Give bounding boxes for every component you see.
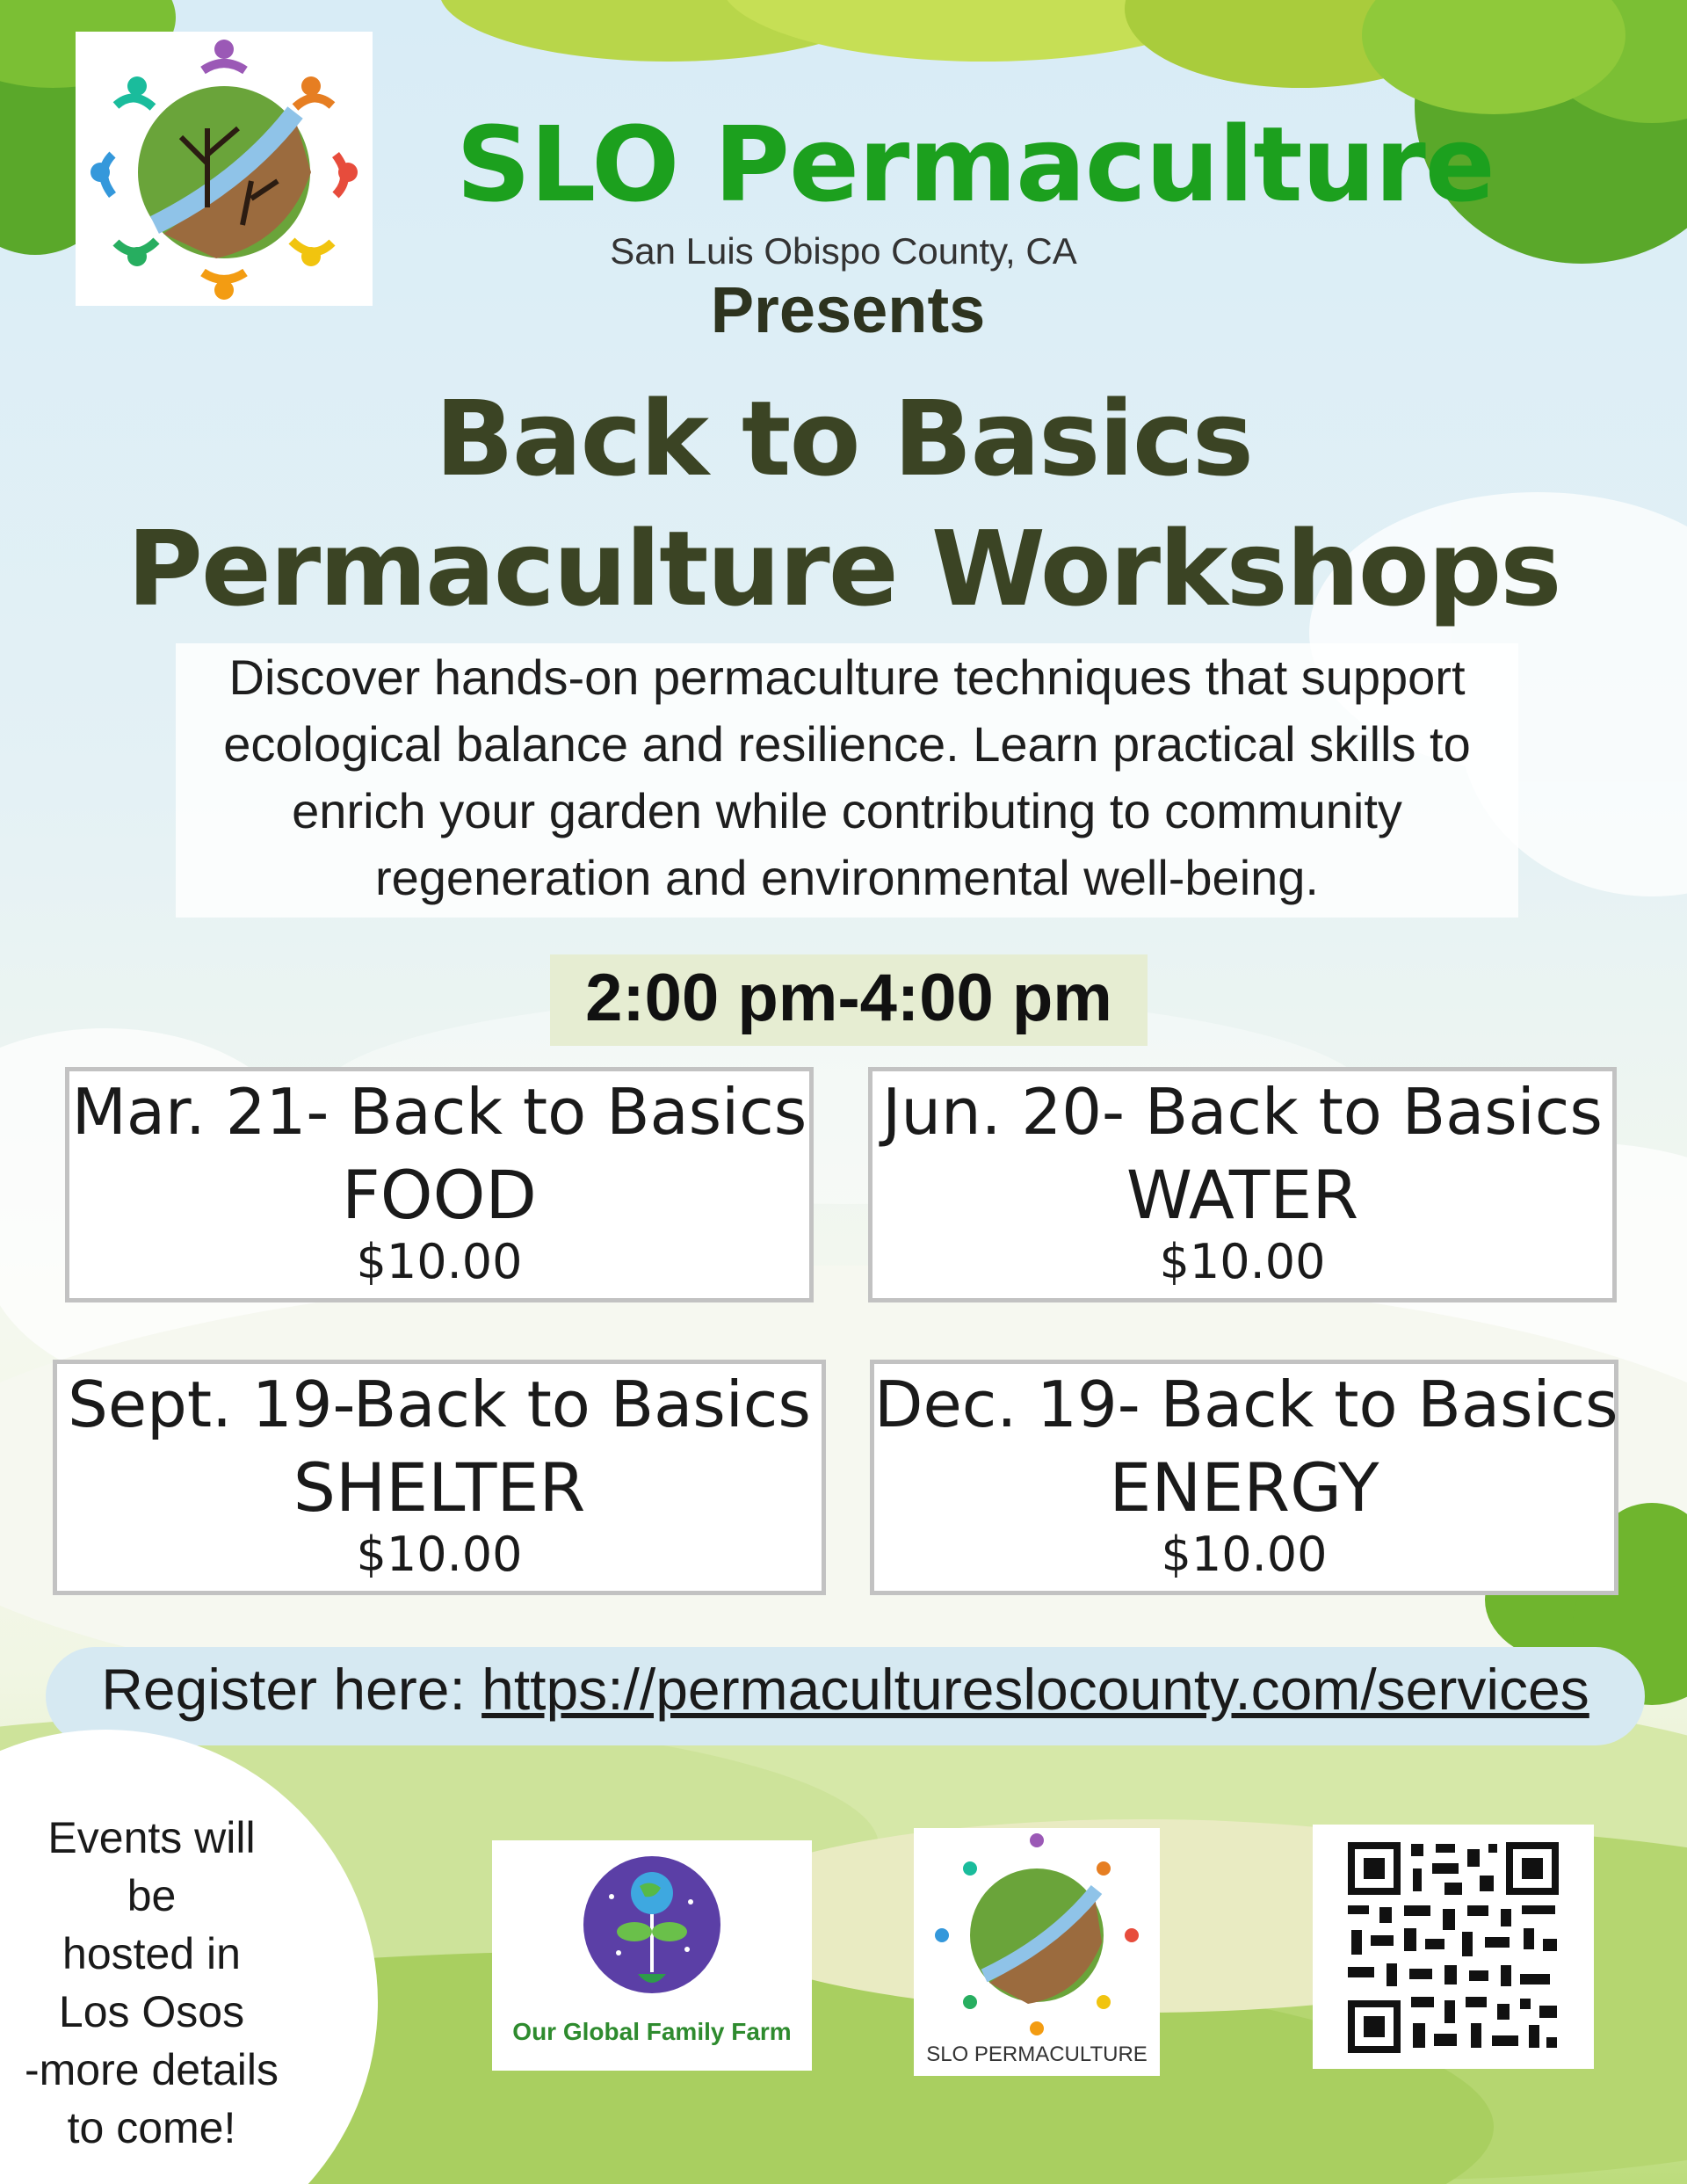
workshop-topic: WATER bbox=[1126, 1156, 1359, 1234]
slo-permaculture-logo bbox=[76, 32, 373, 306]
presents-label: Presents bbox=[710, 273, 986, 346]
workshop-card-water bbox=[868, 1067, 1617, 1302]
slo-permaculture-small-caption: SLO PERMACULTURE bbox=[926, 2043, 1148, 2066]
event-title-line-1: Back to Basics bbox=[434, 378, 1253, 499]
workshop-date: Mar. 21- Back to Basics bbox=[71, 1075, 807, 1149]
venue-note-line: be bbox=[127, 1871, 177, 1920]
description-line: Discover hands-on permaculture techniques that support bbox=[228, 649, 1466, 705]
workshop-topic: ENERGY bbox=[1109, 1448, 1379, 1527]
workshop-date: Sept. 19-Back to Basics bbox=[68, 1368, 811, 1441]
workshop-price: $10.00 bbox=[356, 1234, 523, 1289]
org-location: San Luis Obispo County, CA bbox=[610, 230, 1077, 272]
workshop-date: Dec. 19- Back to Basics bbox=[874, 1368, 1618, 1441]
workshop-topic: FOOD bbox=[342, 1156, 537, 1234]
global-family-farm-caption: Our Global Family Farm bbox=[512, 2018, 792, 2045]
venue-note-line: hosted in bbox=[62, 1929, 241, 1978]
workshop-price: $10.00 bbox=[1161, 1527, 1328, 1582]
venue-note-line: -more details bbox=[25, 2045, 279, 2094]
slo-permaculture-logo-icon bbox=[76, 32, 373, 306]
workshop-price: $10.00 bbox=[1159, 1234, 1326, 1289]
org-title: SLO Permaculture bbox=[456, 104, 1495, 225]
register-line bbox=[46, 1656, 1645, 1723]
register-label: Register here: bbox=[101, 1657, 482, 1722]
venue-note-line: Events will bbox=[47, 1813, 256, 1862]
workshop-card-food bbox=[65, 1067, 814, 1302]
slo-permaculture-small-logo bbox=[914, 1828, 1160, 2076]
description-line: regeneration and environmental well-being. bbox=[374, 850, 1319, 905]
description-line: ecological balance and resilience. Learn practical skills to bbox=[223, 716, 1471, 772]
workshop-price: $10.00 bbox=[356, 1527, 523, 1582]
workshop-card-shelter bbox=[53, 1360, 826, 1595]
venue-note-line: Los Osos bbox=[58, 1987, 245, 2036]
event-title-line-2: Permaculture Workshops bbox=[127, 508, 1560, 629]
qr-code-icon[interactable] bbox=[1313, 1825, 1594, 2069]
event-time: 2:00 pm-4:00 pm bbox=[585, 961, 1112, 1035]
qr-code-card bbox=[1313, 1825, 1594, 2069]
slo-permaculture-small-icon bbox=[914, 1828, 1160, 2076]
description-line: enrich your garden while contributing to community bbox=[292, 783, 1402, 838]
register-link[interactable]: https://permacultureslocounty.com/services bbox=[481, 1657, 1589, 1722]
workshop-date: Jun. 20- Back to Basics bbox=[882, 1075, 1603, 1149]
workshop-topic: SHELTER bbox=[293, 1448, 586, 1527]
workshop-card-energy bbox=[870, 1360, 1618, 1595]
venue-note-line: to come! bbox=[67, 2103, 236, 2152]
